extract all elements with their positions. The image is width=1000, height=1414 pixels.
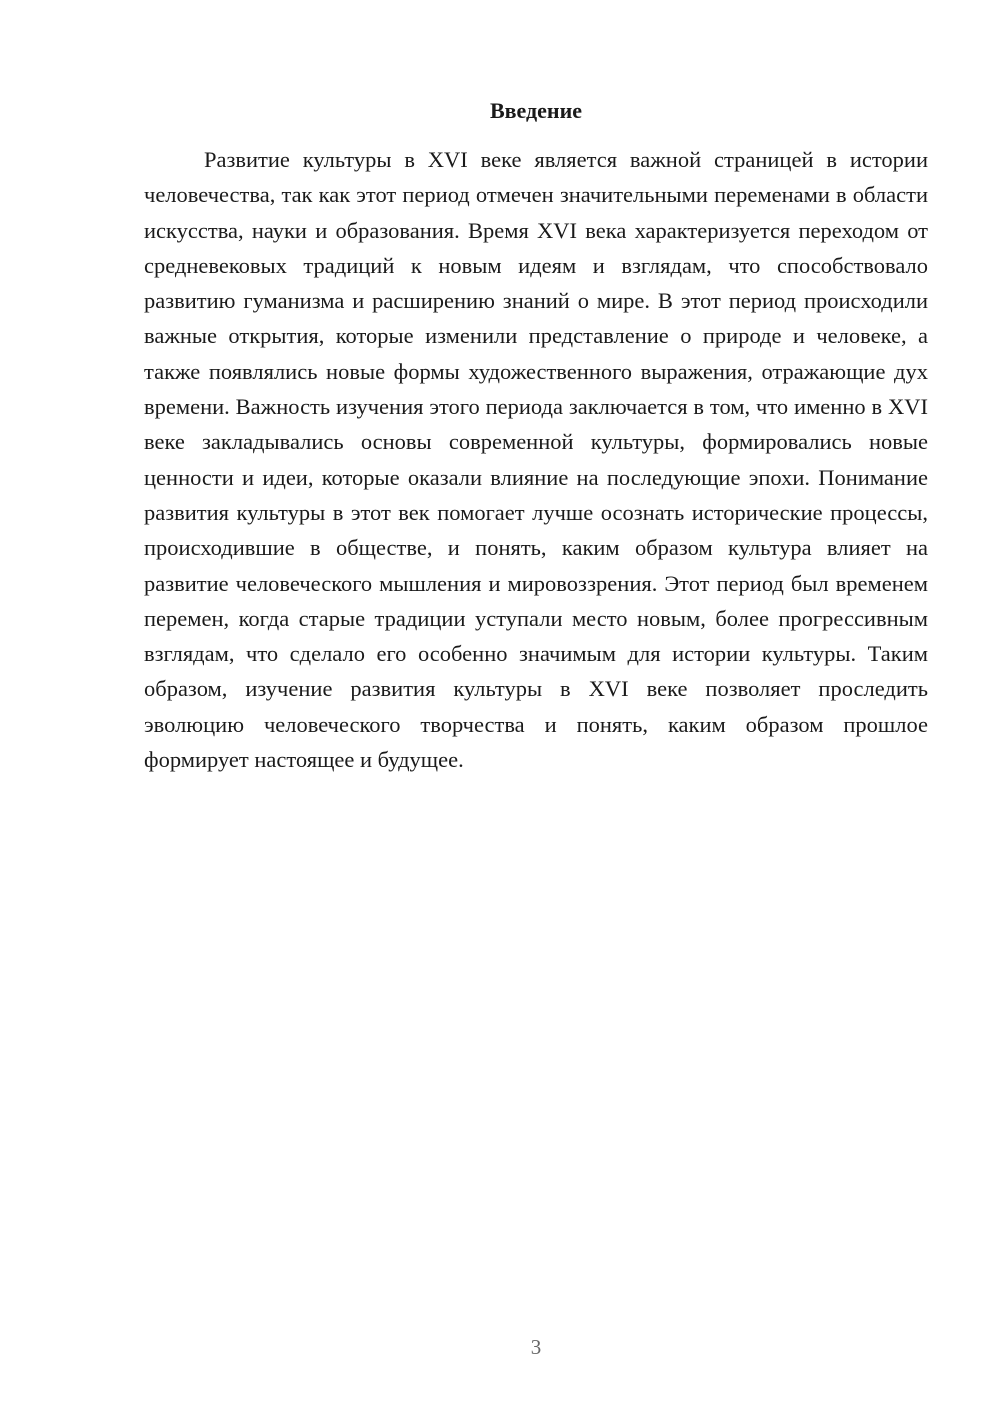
- introduction-paragraph: Развитие культуры в XVI веке является важной страницей в истории человечества, так как этот период отмечен значительными переменами в области искусства, науки и образования. Время XVI века характеризуется переходом от средневековых традиций к новым идеям и взглядам, что способствовало развитию гуманизма и расширению знаний о мире. В этот период происходили важные открытия, которые изменили представление о природе и человеке, а также появлялись новые формы художественного выражения, отражающие дух времени. Важность изучения этого периода заключается в том, что именно в XVI веке закладывались основы современной культуры, формировались новые ценности и идеи, которые оказали влияние на последующие эпохи. Понимание развития культуры в этот век помогает лучше осознать исторические процессы, происходившие в обществе, и понять, каким образом культура влияет на развитие человеческого мышления и мировоззрения. Этот период был временем перемен, когда старые традиции уступали место новым, более прогрессивным взглядам, что сделало его особенно значимым для истории культуры. Таким образом, изучение развития культуры в XVI веке позволяет проследить эволюцию человеческого творчества и понять, каким образом прошлое формирует настоящее и будущее.: [144, 147, 928, 773]
- section-heading: Введение: [489, 98, 583, 123]
- page-number: 3: [530, 1335, 542, 1359]
